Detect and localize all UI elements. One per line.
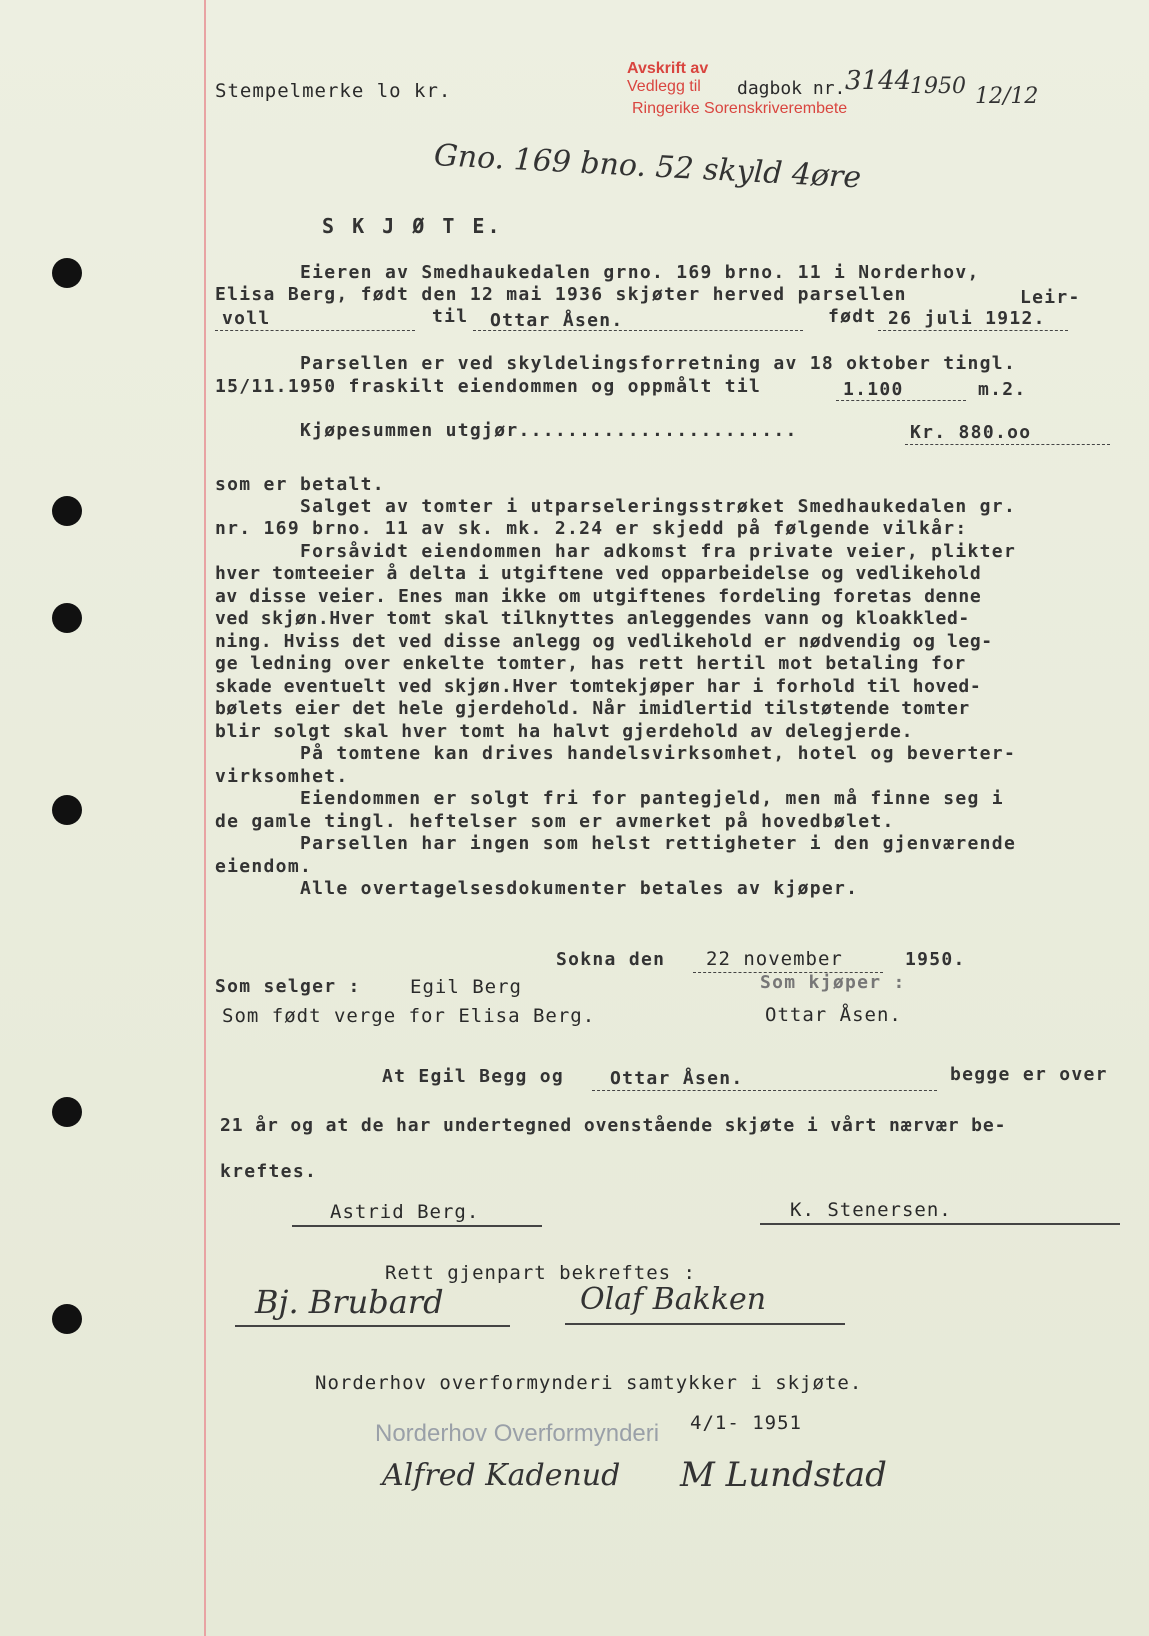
approval-signature-2: M Lundstad <box>680 1455 887 1495</box>
punch-hole <box>52 795 82 825</box>
area-value: 1.100 <box>843 379 904 400</box>
punch-hole <box>52 1304 82 1334</box>
body-line: Elisa Berg, født den 12 mai 1936 skjøter herved parsellen <box>215 284 907 305</box>
handwritten-reference: Gno. 169 bno. 52 skyld 4øre <box>433 138 862 196</box>
parcel-name: voll <box>222 308 271 329</box>
buyer-birth: 26 juli 1912. <box>888 308 1046 329</box>
punch-hole <box>52 603 82 633</box>
body-line: hver tomteeier å delta i utgiftene ved opparbeidelse og vedlikehold <box>215 563 982 584</box>
parcel-name: Leir- <box>1020 287 1081 308</box>
punch-hole <box>52 258 82 288</box>
witness-text: 21 år og at de har undertegned ovenstående skjøte i vårt nærvær be- <box>220 1115 1007 1136</box>
body-line: nr. 169 brno. 11 av sk. mk. 2.24 er skjedd på følgende vilkår: <box>215 518 968 539</box>
red-stamp-line1: Avskrift av <box>627 60 709 77</box>
area-unit: m.2. <box>978 379 1027 400</box>
fill-line <box>878 330 1068 331</box>
body-line: 15/11.1950 fraskilt eiendommen og oppmålt til <box>215 376 762 397</box>
signature-line <box>760 1223 1120 1225</box>
approval-date: 4/1- 1951 <box>690 1412 802 1434</box>
overformynderi-stamp: Norderhov Overformynderi <box>375 1420 660 1447</box>
til-label: til <box>432 306 469 327</box>
dagbok-label: dagbok nr. <box>737 78 846 99</box>
witness-text: begge er over <box>950 1064 1108 1085</box>
seller-name: Egil Berg <box>410 976 522 998</box>
signing-year: 1950. <box>905 949 966 970</box>
body-line: de gamle tingl. heftelser som er avmerket på hovedbølet. <box>215 811 895 832</box>
price-label: Kjøpesummen utgjør....................... <box>300 420 798 441</box>
body-line: ge ledning over enkelte tomter, has rett hertil mot betaling for <box>215 653 967 674</box>
certification-text: Rett gjenpart bekreftes : <box>385 1262 696 1284</box>
body-line: Forsåvidt eiendommen har adkomst fra private veier, plikter <box>300 541 1017 562</box>
document-title: S K J Ø T E. <box>322 214 503 238</box>
witness2-name: K. Stenersen. <box>790 1199 952 1221</box>
price-value: Kr. 880.oo <box>910 422 1032 443</box>
witness-text: At Egil Begg og <box>382 1066 565 1087</box>
dagbok-number: 3144 <box>845 66 912 96</box>
body-line: Parsellen er ved skyldelingsforretning av 18 oktober tingl. <box>300 353 1017 374</box>
body-line: Parsellen har ingen som helst rettigheter i den gjenværende <box>300 833 1017 854</box>
certification-signature-1: Bj. Brubard <box>255 1283 444 1321</box>
witness1-name: Astrid Berg. <box>330 1201 480 1223</box>
fill-line <box>592 1090 937 1091</box>
paid-text: som er betalt. <box>215 474 385 495</box>
stamp-fee-label: Stempelmerke lo kr. <box>215 80 452 102</box>
body-line: Salget av tomter i utparseleringsstrøket Smedhaukedalen gr. <box>300 496 1017 517</box>
fill-line <box>905 444 1110 445</box>
buyer-name: Ottar Åsen. <box>490 310 624 331</box>
signature-line <box>292 1225 542 1227</box>
witness-buyer: Ottar Åsen. <box>610 1068 744 1089</box>
signing-place: Sokna den <box>556 949 666 970</box>
fodt-label: født <box>828 306 877 327</box>
date-note: 12/12 <box>975 84 1039 109</box>
body-line: Alle overtagelsesdokumenter betales av kjøper. <box>300 878 859 899</box>
body-line: Eiendommen er solgt fri for pantegjeld, men må finne seg i <box>300 788 1004 809</box>
body-line: ning. Hviss det ved disse anlegg og vedlikehold er nødvendig og leg- <box>215 631 993 652</box>
approval-signature-1: Alfred Kadenud <box>382 1458 621 1493</box>
guardian-text: Som født verge for Elisa Berg. <box>222 1005 596 1027</box>
body-line: virksomhet. <box>215 766 349 787</box>
body-line: blir solgt skal hver tomt ha halvt gjerdehold av delegjerde. <box>215 721 914 742</box>
signature-line <box>565 1323 845 1325</box>
signature-line <box>235 1325 510 1327</box>
certification-signature-2: Olaf Bakken <box>580 1282 767 1317</box>
body-line: ved skjøn.Hver tomt skal tilknyttes anleggendes vann og kloakkled- <box>215 608 970 629</box>
body-line: av disse veier. Enes man ikke om utgiftenes fordeling foretas denne <box>215 586 982 607</box>
approval-text: Norderhov overformynderi samtykker i skjøte. <box>315 1372 863 1394</box>
fill-line <box>215 330 415 331</box>
punch-hole <box>52 1097 82 1127</box>
signing-date: 22 november <box>706 948 843 970</box>
fill-line <box>473 330 803 331</box>
dagbok-year: 1950 <box>910 74 966 99</box>
buyer-label: Som kjøper : <box>760 972 906 993</box>
office-stamp: Ringerike Sorenskriverembete <box>632 100 848 117</box>
fill-line <box>836 400 966 401</box>
body-line: skade eventuelt ved skjøn.Hver tomtekjøper har i forhold til hoved- <box>215 676 982 697</box>
witness-text: kreftes. <box>220 1161 318 1182</box>
body-line: På tomtene kan drives handelsvirksomhet, hotel og beverter- <box>300 743 1017 764</box>
buyer-signature-name: Ottar Åsen. <box>765 1004 902 1026</box>
body-line: eiendom. <box>215 856 313 877</box>
seller-label: Som selger : <box>215 976 361 997</box>
body-line: bølets eier det hele gjerdehold. Når imidlertid tilstøtende tomter <box>215 698 970 719</box>
margin-line <box>204 0 206 1636</box>
red-stamp-line2: Vedlegg til <box>627 78 701 95</box>
body-line: Eieren av Smedhaukedalen grno. 169 brno. 11 i Norderhov, <box>300 262 980 283</box>
punch-hole <box>52 496 82 526</box>
